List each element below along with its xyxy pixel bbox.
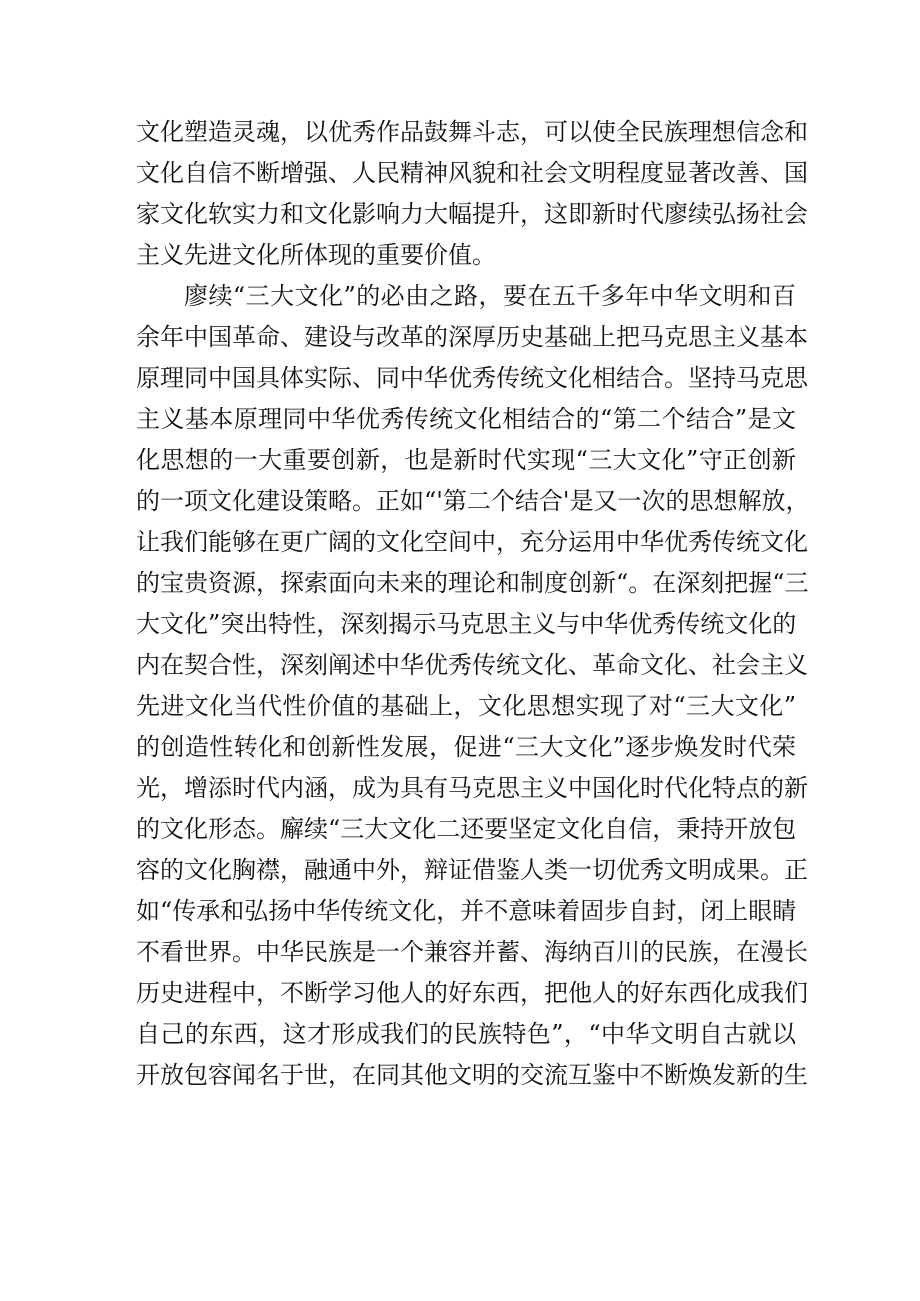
text-line: 的宝贵资源，探索面向未来的理论和制度创新“。在深刻把握“三 bbox=[136, 569, 809, 597]
body-text bbox=[136, 112, 810, 1096]
text-line: 原理同中国具体实际、同中华优秀传统文化相结合。坚持马克思 bbox=[136, 364, 808, 392]
text-line: 先进文化当代性价值的基础上，文化思想实现了对“三大文化” bbox=[136, 692, 796, 720]
text-line: 余年中国革命、建设与改革的深厚历史基础上把马克思主义基本 bbox=[136, 323, 808, 351]
text-line: 文化塑造灵魂，以优秀作品鼓舞斗志，可以使全民族理想信念和 bbox=[136, 118, 808, 146]
text-line: 开放包容闻名于世，在同其他文明的交流互鉴中不断焕发新的生 bbox=[136, 1061, 808, 1089]
text-line: 大文化”突出特性，深刻揭示马克思主义与中华优秀传统文化的 bbox=[136, 610, 797, 638]
text-line: 不看世界。中华民族是一个兼容并蓄、海纳百川的民族，在漫长 bbox=[136, 938, 808, 966]
text-line: 家文化软实力和文化影响力大幅提升，这即新时代廖续弘扬社会 bbox=[136, 200, 808, 228]
text-line: 容的文化胸襟，融通中外，辩证借鉴人类一切优秀文明成果。正 bbox=[136, 856, 808, 884]
text-line: 光，增添时代内涵，成为具有马克思主义中国化时代化特点的新 bbox=[136, 774, 808, 802]
text-line: 内在契合性，深刻阐述中华优秀传统文化、革命文化、社会主义 bbox=[136, 651, 808, 679]
text-line: 让我们能够在更广阔的文化空间中，充分运用中华优秀传统文化 bbox=[136, 528, 808, 556]
text-line: 廖续“三大文化”的必由之路，要在五千多年中华文明和百 bbox=[184, 282, 796, 310]
text-line: 文化自信不断增强、人民精神风貌和社会文明程度显著改善、国 bbox=[136, 159, 808, 187]
text-line: 自己的东西，这才形成我们的民族特色”，“中华文明自古就以 bbox=[136, 1020, 796, 1048]
text-line: 历史进程中，不断学习他人的好东西，把他人的好东西化成我们 bbox=[136, 979, 808, 1007]
text-line: 如“传承和弘扬中华传统文化，并不意味着固步自封，闭上眼睛 bbox=[136, 897, 797, 925]
text-line: 主义基本原理同中华优秀传统文化相结合的“第二个结合”是文 bbox=[136, 405, 796, 433]
text-line: 的文化形态。廨续“三大文化二还要坚定文化自信，秉持开放包 bbox=[136, 815, 797, 843]
text-line: 主义先进文化所体现的重要价值。 bbox=[136, 241, 496, 269]
text-line: 化思想的一大重要创新，也是新时代实现“三大文化”守正创新 bbox=[136, 446, 796, 474]
text-line: 的创造性转化和创新性发展，促进“三大文化”逐步焕发时代荣 bbox=[136, 733, 796, 761]
text-line: 的一项文化建设策略。正如“'第二个结合'是又一次的思想解放， bbox=[136, 487, 810, 515]
paragraph bbox=[136, 112, 808, 276]
paragraph bbox=[136, 276, 810, 1096]
